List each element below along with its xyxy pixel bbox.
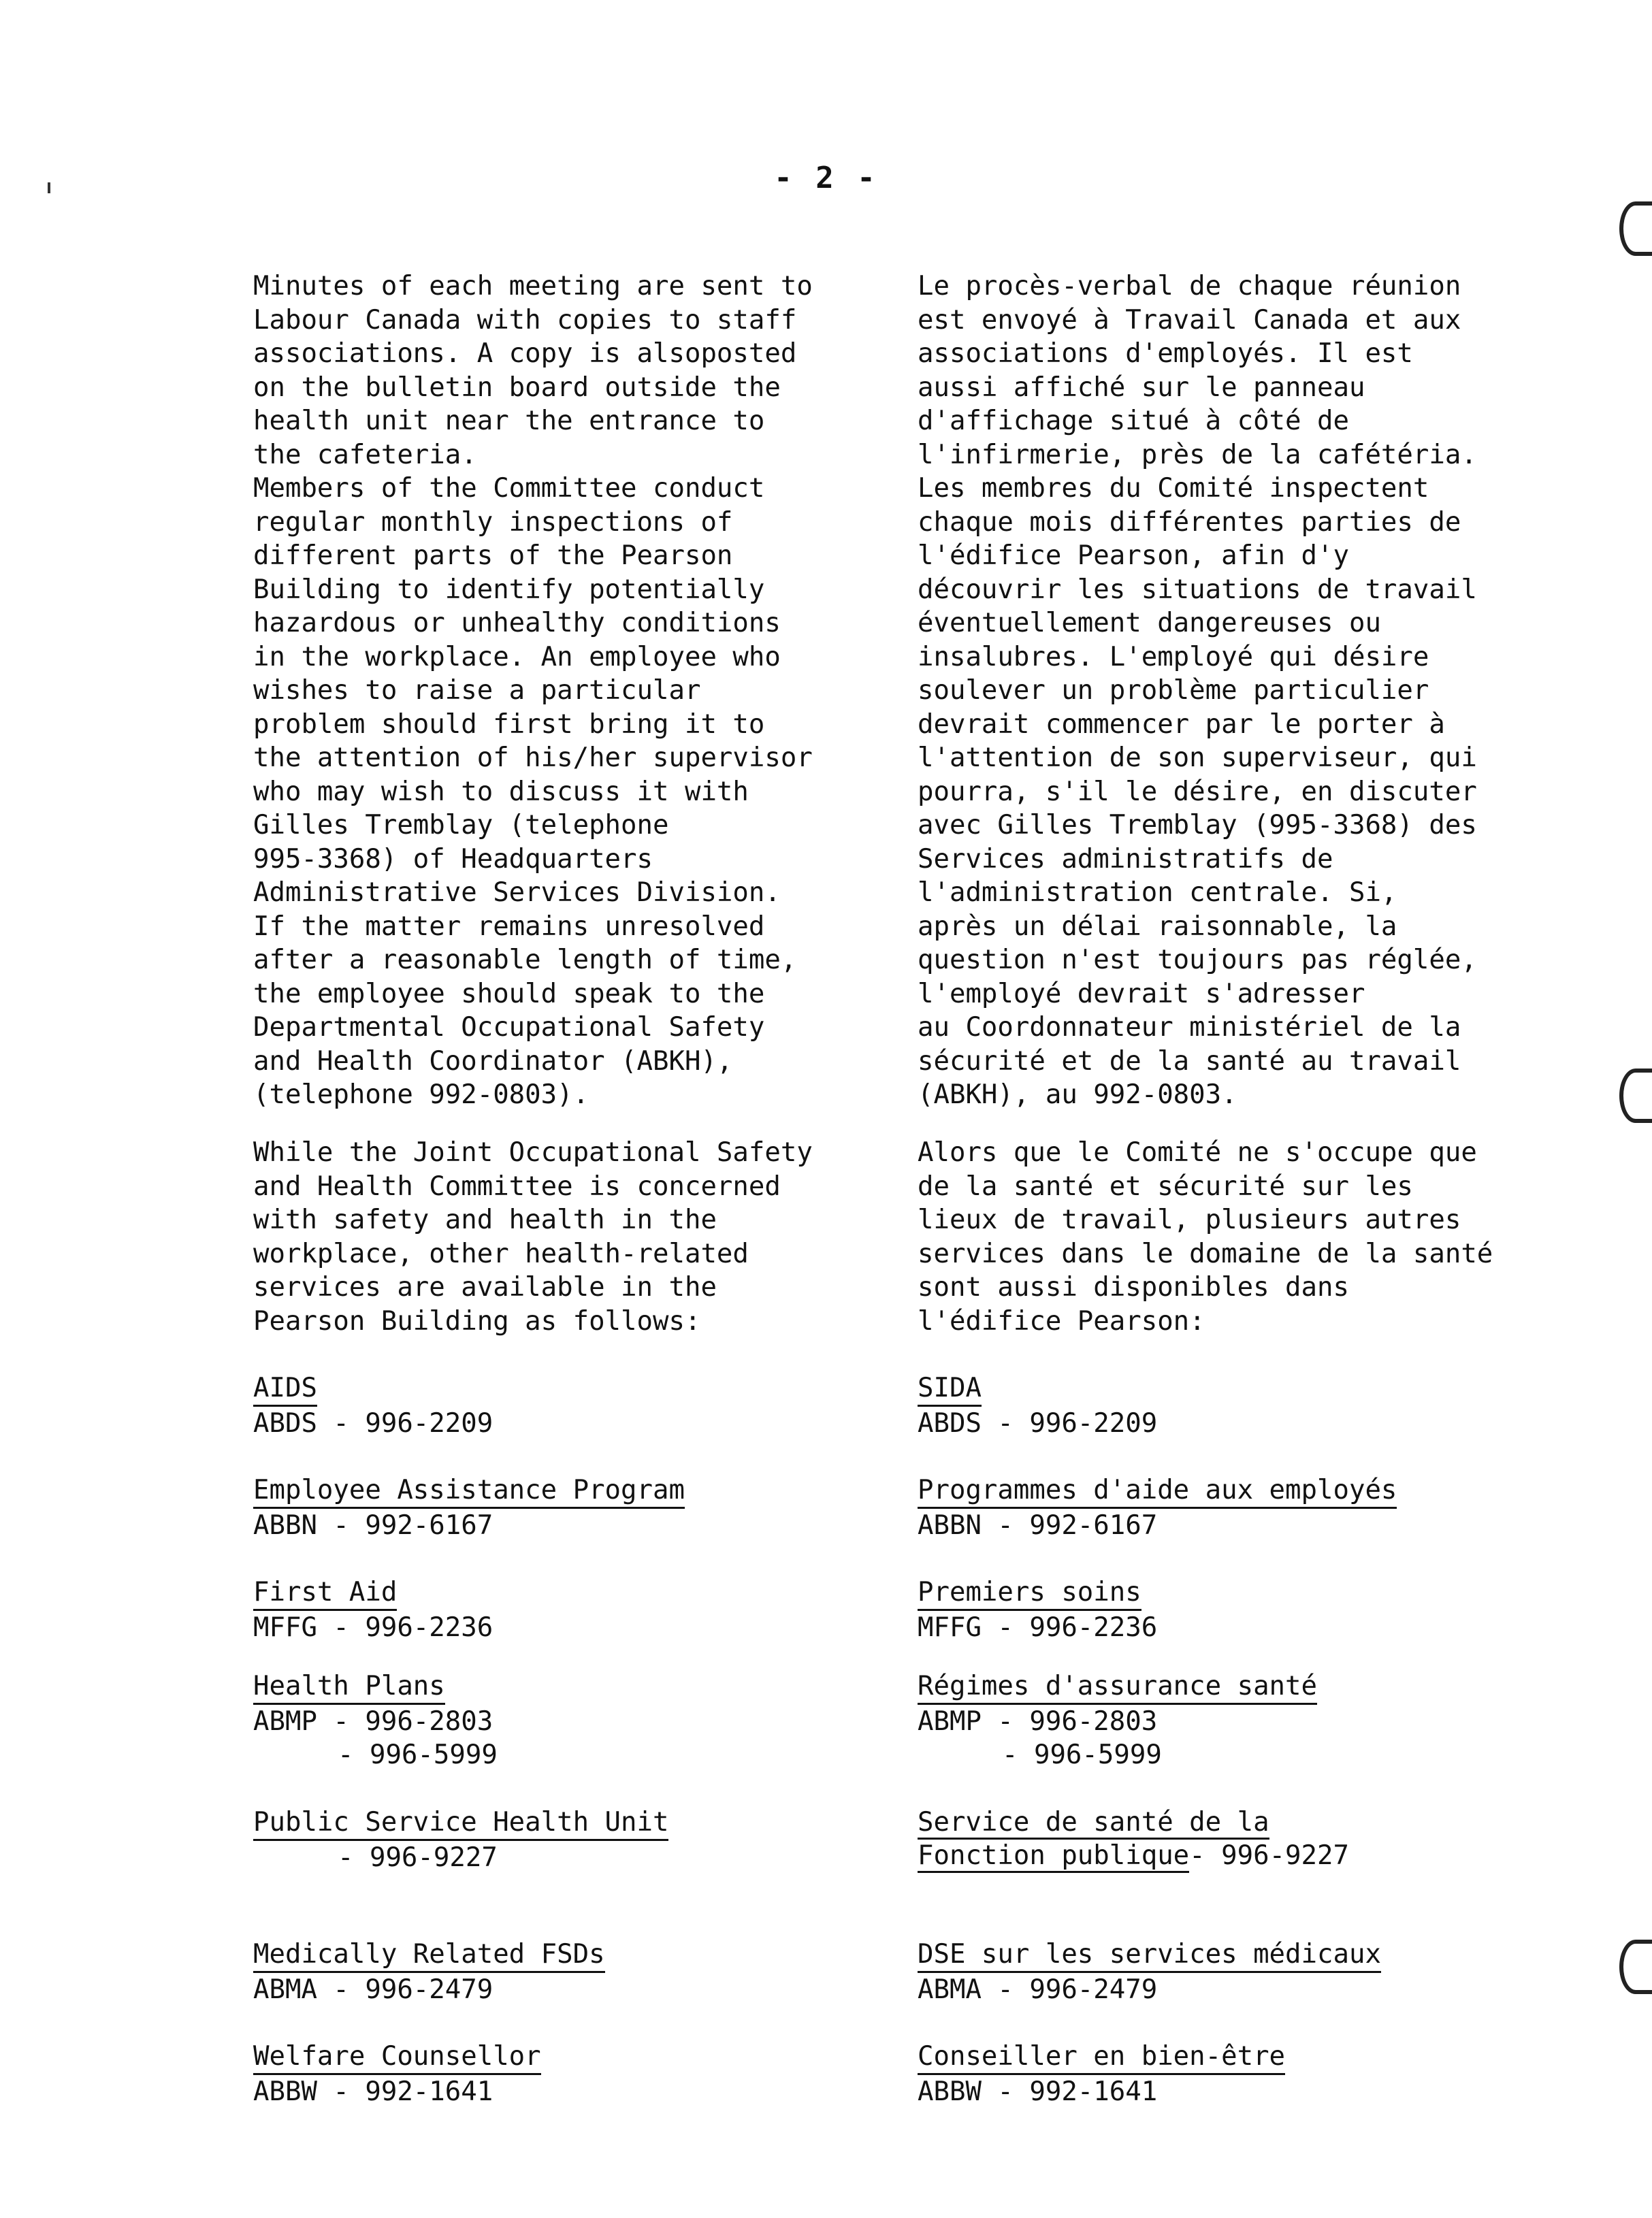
french-service-regimes — [918, 1669, 1557, 1806]
french-service-pae — [918, 1473, 1557, 1576]
french-column — [918, 270, 1557, 2108]
french-service-sante-fp — [918, 1806, 1557, 1938]
service-contact: ABDS - 996-2209 — [918, 1408, 1158, 1439]
english-paragraph-minutes: Minutes of each meeting are sent to Labour Canada with copies to staff associations. A copy is alsoposted on the bulletin board outside the health unit near the entrance to the cafeteria. — [253, 271, 813, 470]
french-paragraph-services-intro: Alors que le Comité ne s'occupe que de la santé et sécurité sur les lieux de travail, plusieurs autres services dans le domaine de la santé sont aussi disponibles dans l'édifice Pearson: — [918, 1137, 1493, 1337]
french-service-bien-etre — [918, 2040, 1557, 2108]
service-name: AIDS — [253, 1371, 317, 1407]
service-name: DSE sur les services médicaux — [918, 1938, 1381, 1973]
english-service-health-plans — [253, 1669, 879, 1806]
service-name: Programmes d'aide aux employés — [918, 1473, 1397, 1509]
english-paragraph-services-intro: While the Joint Occupational Safety and Health Committee is concerned with safety and health in the workplace, other health-related services are available in the Pearson Building as follows: — [253, 1137, 813, 1337]
service-contact-secondary: - 996-5999 — [1002, 1740, 1162, 1770]
service-contact: MFFG - 996-2236 — [253, 1612, 493, 1643]
service-name: Employee Assistance Program — [253, 1473, 685, 1509]
service-contact: ABMP - 996-2803 — [253, 1706, 493, 1737]
service-contact: ABBW - 992-1641 — [918, 2076, 1158, 2107]
service-contact: ABDS - 996-2209 — [253, 1408, 493, 1439]
page-number: - 2 - — [774, 161, 878, 195]
binder-hole-mark-icon — [1619, 1069, 1652, 1123]
service-contact: - 996-9227 — [1189, 1840, 1349, 1871]
service-contact: ABBN - 992-6167 — [918, 1510, 1158, 1541]
french-paragraph-minutes: Le procès-verbal de chaque réunion est envoyé à Travail Canada et aux associations d'employés. Il est aussi affiché sur le panneau d'affichage situé à côté de l'infirmerie, près de la cafétéria. — [918, 271, 1477, 470]
english-paragraph-inspections: Members of the Committee conduct regular monthly inspections of different parts of the Pearson Building to identify potentially hazardous or unhealthy conditions in the workplace. An employee who wishes to raise a particular problem should first bring it to the attention of his/her supervisor who may wish to discuss it with Gilles Tremblay (telephone 995-3368) of Headquarters Administrative Services Division. If the matter remains unresolved after a reasonable length of time, the employee should speak to the Departmental Occupational Safety and Health Coordinator (ABKH), (telephone 992-0803). — [253, 473, 813, 1110]
service-contact: - 996-9227 — [338, 1842, 498, 1873]
service-name: First Aid — [253, 1576, 397, 1611]
english-service-medical-fsds — [253, 1938, 879, 2040]
binder-hole-mark-icon — [1619, 201, 1652, 256]
service-name: Medically Related FSDs — [253, 1938, 605, 1973]
service-contact-secondary: - 996-5999 — [338, 1740, 498, 1770]
english-service-health-unit — [253, 1806, 879, 1938]
english-service-aids — [253, 1371, 879, 1473]
service-name: Premiers soins — [918, 1576, 1141, 1611]
french-service-premiers-soins — [918, 1576, 1557, 1669]
service-contact: ABBN - 992-6167 — [253, 1510, 493, 1541]
service-name: Conseiller en bien-être — [918, 2040, 1285, 2075]
service-contact: ABMA - 996-2479 — [253, 1974, 493, 2005]
service-name: Public Service Health Unit — [253, 1806, 668, 1841]
service-name: SIDA — [918, 1371, 982, 1407]
french-service-dse — [918, 1938, 1557, 2040]
service-name: Health Plans — [253, 1669, 445, 1705]
english-service-first-aid — [253, 1576, 879, 1669]
service-contact: ABMP - 996-2803 — [918, 1706, 1158, 1737]
service-name: Régimes d'assurance santé — [918, 1669, 1317, 1705]
english-column — [253, 270, 879, 2108]
french-paragraph-inspections: Les membres du Comité inspectent chaque mois différentes parties de l'édifice Pearson, afin d'y découvrir les situations de travail éventuellement dangereuses ou insalubres. L'employé qui désire soulever un problème particulier devrait commencer par le porter à l'attention de son superviseur, qui pourra, s'il le désire, en discuter avec Gilles Tremblay (995-3368) des Services administratifs de l'administration centrale. Si, après un délai raisonnable, la question n'est toujours pas réglée, l'employé devrait s'adresser au Coordonnateur ministériel de la sécurité et de la santé au travail (ABKH), au 992-0803. — [918, 473, 1477, 1110]
service-name: Welfare Counsellor — [253, 2040, 541, 2075]
french-service-sida — [918, 1371, 1557, 1473]
service-name: Service de santé de la Fonction publique — [918, 1807, 1269, 1873]
english-service-eap — [253, 1473, 879, 1576]
english-service-welfare — [253, 2040, 879, 2108]
service-contact: ABBW - 992-1641 — [253, 2076, 493, 2107]
service-contact: ABMA - 996-2479 — [918, 1974, 1158, 2005]
binder-hole-mark-icon — [1619, 1940, 1652, 1994]
service-contact: MFFG - 996-2236 — [918, 1612, 1158, 1643]
